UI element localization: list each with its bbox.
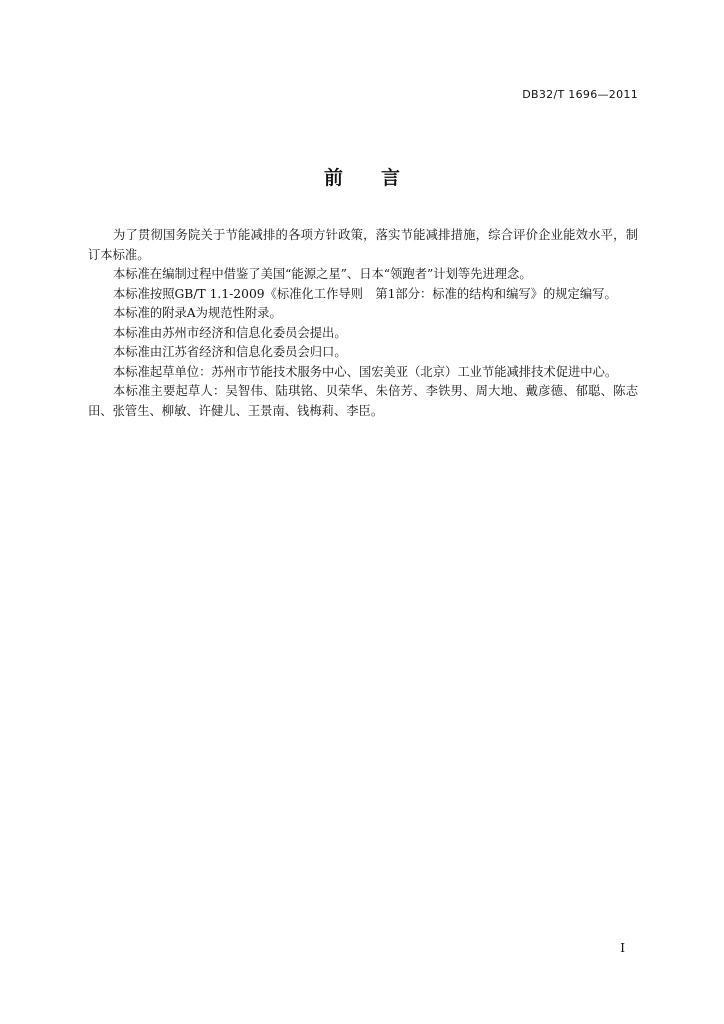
page-title: 前言 bbox=[323, 167, 438, 189]
page-number: I bbox=[620, 941, 625, 955]
paragraph-drafting-rules: 本标准按照GB/T 1.1-2009《标准化工作导则 第1部分：标准的结构和编写》的规定编写。 bbox=[113, 286, 617, 301]
paragraph-drafters: 本标准主要起草人：吴智伟、陆琪铭、贝荣华、朱倍芳、李铁男、周大地、戴彦德、郁聪、陈志田、张管生、柳敏、许健儿、王景南、钱梅莉、李臣。 bbox=[88, 384, 638, 418]
standard-code-header: DB32/T 1696—2011 bbox=[522, 88, 638, 101]
paragraph-purpose: 为了贯彻国务院关于节能减排的各项方针政策，落实节能减排措施，综合评价企业能效水平，制订本标准。 bbox=[88, 228, 638, 262]
paragraph-administrator: 本标准由江苏省经济和信息化委员会归口。 bbox=[113, 345, 347, 359]
paragraph-reference-concepts: 本标准在编制过程中借鉴了美国“能源之星”、日本“领跑者”计划等先进理念。 bbox=[113, 267, 532, 281]
paragraph-proposer: 本标准由苏州市经济和信息化委员会提出。 bbox=[113, 325, 347, 340]
paragraph-drafting-units: 本标准起草单位：苏州市节能技术服务中心、国宏美亚（北京）工业节能减排技术促进中心。 bbox=[113, 364, 618, 379]
paragraph-appendix: 本标准的附录A为规范性附录。 bbox=[113, 306, 282, 320]
foreword-body bbox=[88, 226, 638, 421]
